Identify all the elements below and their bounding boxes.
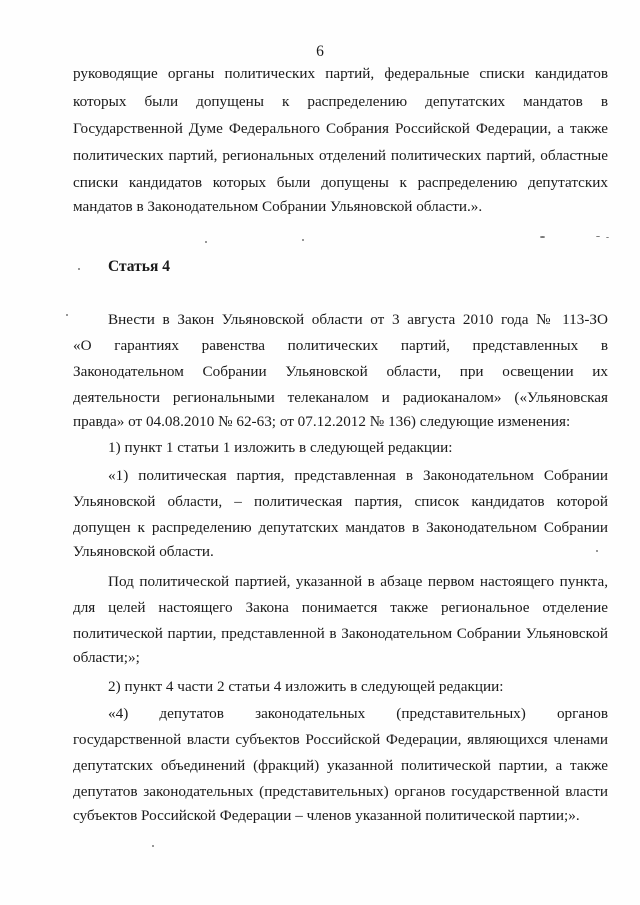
text-line: 1) пункт 1 статьи 1 изложить в следующей редакции: (108, 439, 453, 456)
scan-speck (152, 845, 154, 847)
text-line: правда» от 04.08.2010 № 62-63; от 07.12.2012 № 136) следующие изменения: (73, 413, 571, 430)
scan-speck (205, 241, 207, 243)
scan-speck (540, 236, 545, 238)
text-line: 2) пункт 4 части 2 статьи 4 изложить в следующей редакции: (108, 678, 504, 695)
text-line: депутатов законодательных (представительных) органов государственной власти (73, 783, 608, 800)
text-line: депутатских объединений (фракций) указанной политической партии, а также (73, 757, 608, 774)
text-line: которых были допущены к распределению депутатских мандатов в (73, 93, 608, 110)
text-line: политической партии, представленной в Законодательном Собрании Ульяновской (73, 625, 608, 642)
text-line: Законодательном Собрании Ульяновской области, при освещении их (73, 363, 608, 380)
text-line: списки кандидатов которых были допущены к распределению депутатских (73, 174, 608, 191)
scan-speck (66, 314, 68, 316)
text-line: Ульяновской области, – политическая партия, список кандидатов которой (73, 493, 608, 510)
text-line: допущен к распределению депутатских мандатов в Законодательном Собрании (73, 519, 608, 536)
scan-speck (78, 268, 80, 270)
text-line: деятельности региональными телеканалом и радиоканалом» («Ульяновская (73, 389, 608, 406)
text-line: Внести в Закон Ульяновской области от 3 августа 2010 года № 113-ЗО (108, 311, 608, 328)
text-line: мандатов в Законодательном Собрании Ульяновской области.». (73, 198, 483, 215)
text-line: «О гарантиях равенства политических партий, представленных в (73, 337, 608, 354)
text-line: области;»; (73, 649, 140, 666)
text-line: для целей настоящего Закона понимается также региональное отделение (73, 599, 608, 616)
article-heading: Статья 4 (108, 258, 170, 275)
scan-speck (606, 237, 609, 238)
text-line: государственной власти субъектов Российской Федерации, являющихся членами (73, 731, 608, 748)
text-line: Под политической партией, указанной в абзаце первом настоящего пункта, (108, 573, 608, 590)
text-line: руководящие органы политических партий, федеральные списки кандидатов (73, 65, 608, 82)
text-line: Ульяновской области. (73, 543, 214, 560)
text-line: Государственной Думе Федерального Собрания Российской Федерации, а также (73, 120, 608, 137)
text-line: «1) политическая партия, представленная в Законодательном Собрании (108, 467, 608, 484)
page-number: 6 (316, 43, 324, 60)
scan-speck (596, 550, 598, 552)
text-line: субъектов Российской Федерации – членов указанной политической партии;». (73, 807, 580, 824)
scan-speck (596, 236, 600, 237)
text-line: политических партий, региональных отделений политических партий, областные (73, 147, 608, 164)
text-line: «4) депутатов законодательных (представительных) органов (108, 705, 608, 722)
scan-speck (302, 239, 304, 241)
